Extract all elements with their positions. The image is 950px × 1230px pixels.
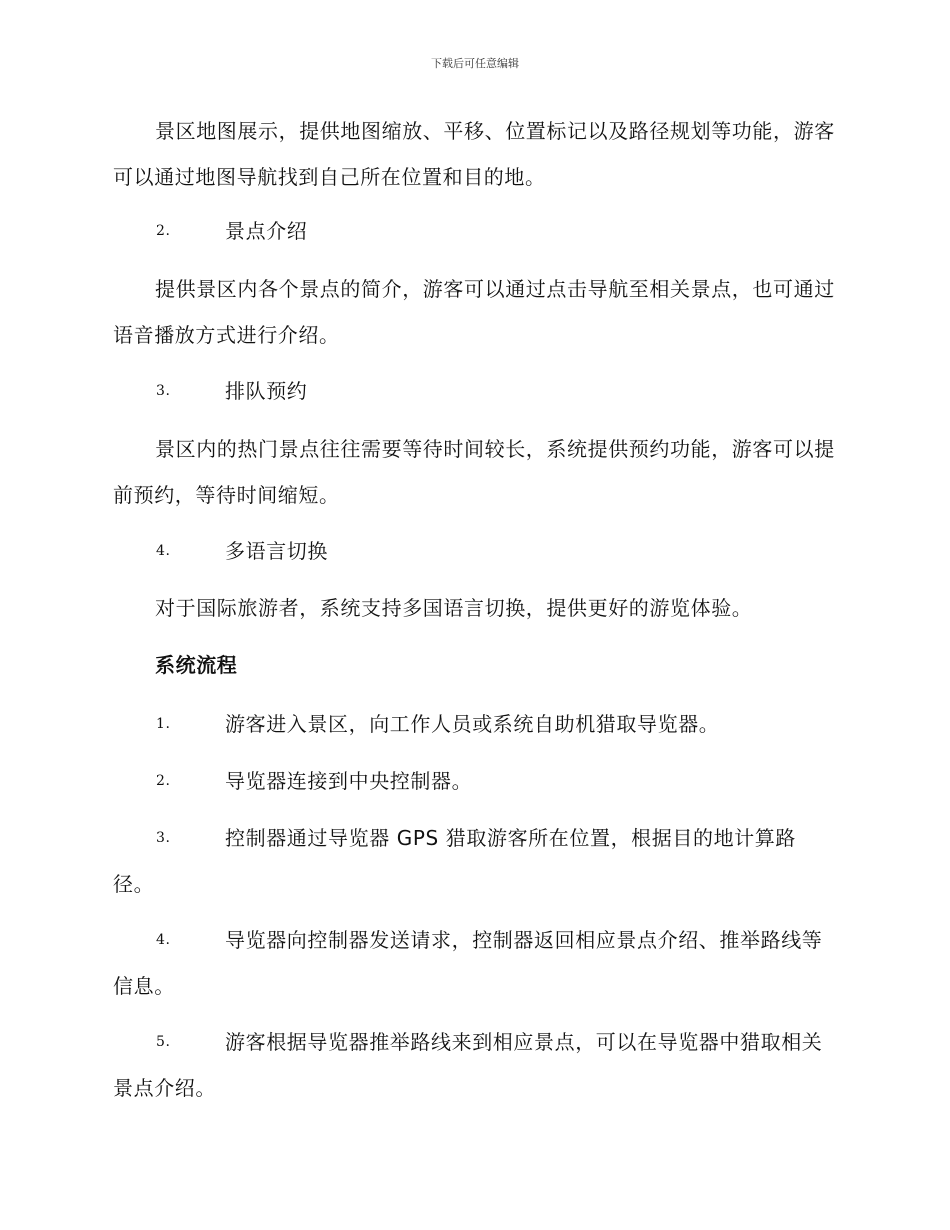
queue-description-paragraph: 景区内的热门景点往往需要等待时间较长，系统提供预约功能，游客可以提前预约，等待时间缩短。	[113, 437, 835, 507]
list-number: 5.	[156, 1034, 171, 1050]
flow-step-5	[113, 1019, 835, 1111]
list-text: 游客根据导览器推举路线来到相应景点，可以在导览器中猎取相关景点介绍。	[113, 1030, 823, 1100]
map-description-paragraph: 景区地图展示，提供地图缩放、平移、位置标记以及路径规划等功能，游客可以通过地图导航找到自己所在位置和目的地。	[113, 119, 835, 189]
list-text: 多语言切换	[225, 539, 328, 563]
feature-item-attractions	[113, 208, 835, 254]
list-text: 导览器连接到中央控制器。	[225, 769, 473, 793]
flow-step-2	[113, 758, 835, 804]
list-number: 2.	[156, 223, 171, 239]
flow-step-4	[113, 917, 835, 1009]
page-header: 下载后可任意编辑	[431, 57, 519, 70]
list-text: 游客进入景区，向工作人员或系统自助机猎取导览器。	[225, 712, 720, 736]
list-text: 导览器向控制器发送请求，控制器返回相应景点介绍、推举路线等信息。	[113, 928, 823, 998]
list-text: 景点介绍	[225, 219, 308, 243]
language-description-paragraph: 对于国际旅游者，系统支持多国语言切换，提供更好的游览体验。	[155, 596, 753, 620]
feature-item-queue	[113, 368, 835, 414]
list-number: 4.	[156, 932, 171, 948]
list-text: 控制器通过导览器 GPS 猎取游客所在位置，根据目的地计算路径。	[113, 826, 796, 896]
feature-item-language	[113, 528, 835, 574]
list-number: 1.	[156, 716, 171, 732]
section-heading: 系统流程	[155, 653, 238, 677]
flow-step-3	[113, 815, 835, 907]
attractions-description-paragraph: 提供景区内各个景点的简介，游客可以通过点击导航至相关景点，也可通过语音播放方式进行介绍。	[113, 277, 835, 347]
flow-step-1	[113, 701, 835, 747]
list-number: 4.	[156, 543, 171, 559]
list-number: 3.	[156, 830, 171, 846]
list-text: 排队预约	[225, 379, 308, 403]
list-number: 2.	[156, 773, 171, 789]
list-number: 3.	[156, 383, 171, 399]
